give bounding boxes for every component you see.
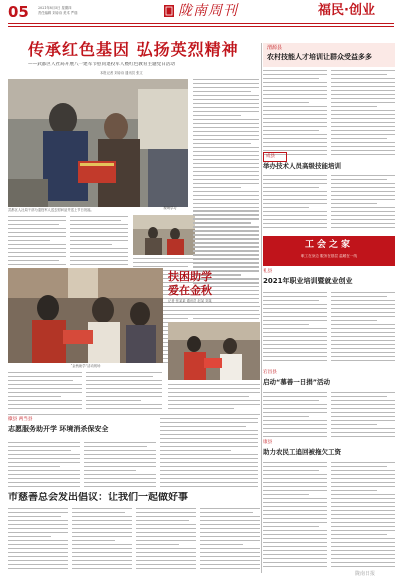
right-section2-body-a (263, 175, 327, 233)
right-top-title: 农村技能人才培训让群众受益多多 (267, 53, 372, 61)
right-section2-header (263, 152, 395, 172)
feature-byline: 记者 张某某 通讯员 赵某 刘某 (168, 299, 212, 303)
feature-title-line2: 爱在金秋 (168, 284, 212, 297)
right-top-body-b (331, 70, 395, 158)
feature-photo-right-image (168, 322, 260, 380)
right-label2 (263, 370, 395, 390)
feature-photo-caption: “金秋助学”活动现场 (70, 364, 101, 368)
feature-photo-right (168, 322, 260, 380)
date-line: 2021年8月5日 星期四 (38, 6, 72, 10)
lead-byline: 本报记者 刘诗诗 通讯员 张文 (100, 71, 143, 75)
right-label2-kicker: 宕昌县 (263, 370, 277, 375)
bottom-story-body-c (136, 508, 196, 574)
right-top-kicker: 渭源县 (267, 45, 283, 51)
masthead (0, 0, 402, 34)
right-mid-kicker: 礼县 (263, 269, 273, 274)
section2-title: 举办技术人员高级技能培训 (263, 162, 341, 170)
column-separator-right (261, 43, 262, 573)
bottom-left-kicker: 徽县 两当县 (8, 417, 33, 422)
masthead-rule (8, 23, 394, 24)
watermark: 陇南日报 (355, 571, 376, 577)
right-label2-body-b (331, 392, 395, 440)
section-name: 福民·创业 (318, 3, 375, 18)
right-label2-title: 启动“慕善一日捐”活动 (263, 378, 331, 386)
section2-kicker: 成县 (266, 154, 275, 159)
feature-title-line1: 扶困助学 (168, 270, 212, 283)
feature-divider (8, 414, 260, 415)
feature-photo-left (8, 268, 163, 363)
bottom-story-body-b (72, 508, 132, 574)
lead-subtitle: ——武都区人社局开展八一建军节慰问退役军人暨红色教育主题党日活动 (28, 62, 176, 67)
feature-photo-left-image (8, 268, 163, 363)
feature-body-b (86, 372, 162, 412)
union-banner (263, 236, 395, 266)
lead-photo (8, 79, 188, 207)
union-banner-sub: 职工在身边 服务在基层 温暖在一线 (300, 254, 358, 258)
bottom-left-title: 志愿服务助开学 环境消杀保安全 (8, 425, 109, 433)
right-mid-body-b (331, 292, 395, 364)
bottom-left-body-b (84, 442, 156, 490)
inset-caption: 现场学习 (163, 206, 177, 210)
editor-line: 责任编辑 刘诗诗 美术 严瑞 (38, 11, 78, 15)
inset-photo (133, 215, 195, 255)
union-banner-title: 工会之家 (304, 240, 353, 250)
right-label3 (263, 440, 395, 460)
bottom-story-body-a (8, 508, 68, 574)
right-label2-body-a (263, 392, 327, 440)
logo-text: 陇南周刊 (178, 3, 238, 19)
masthead-rule-thin (8, 26, 394, 27)
right-label3-body-a (263, 462, 327, 572)
bottom-left-header (8, 417, 156, 439)
bottom-story-body-d (200, 508, 260, 574)
right-label3-title: 助力农民工追回被拖欠工资 (263, 448, 341, 456)
page-number: 05 (8, 3, 29, 21)
feature-body-c (168, 384, 260, 412)
right-top-header (263, 43, 395, 67)
right-section2-body-b (331, 175, 395, 233)
lead-photo-image (8, 79, 188, 207)
right-mid-title: 2021年职业培训暨就业创业 (263, 277, 353, 285)
right-top-body-a (263, 70, 327, 158)
section2-kicker-box (263, 152, 287, 162)
feature-body-top (168, 306, 260, 320)
bottom-story-title: 市慈善总会发出倡议：让我们一起做好事 (8, 492, 188, 503)
right-label3-body-b (331, 462, 395, 572)
feature-body-a (8, 372, 82, 412)
lead-headline: 传承红色基因 弘扬英烈精神 (28, 40, 239, 59)
right-mid-header (263, 269, 395, 289)
right-mid-body-a (263, 292, 327, 364)
lead-photo-caption: 武都区人社局干部为退役军人送去慰问品并送上节日祝福。 (8, 208, 94, 212)
right-label3-kicker: 康县 (263, 440, 273, 445)
masthead-logo (163, 2, 243, 20)
inset-photo-image (133, 215, 195, 255)
bottom-left-body-a (8, 442, 80, 490)
bottom-mid-body (160, 418, 258, 490)
